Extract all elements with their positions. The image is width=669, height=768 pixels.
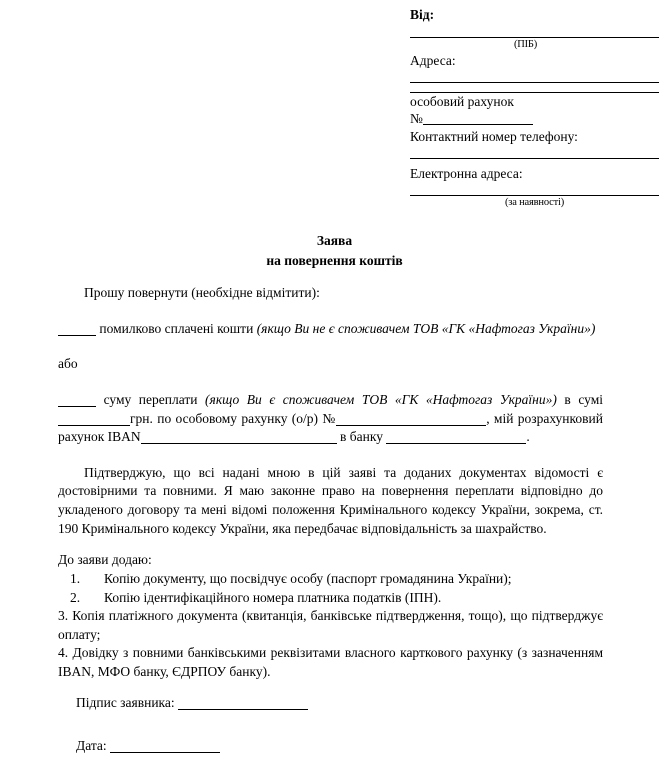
address-rule-1[interactable] bbox=[410, 82, 659, 83]
body-spacer-5 bbox=[58, 538, 603, 551]
list-item-label: Довідку з повними банківськими реквізитами власного карткового рахунку (з зазначенням IBAN, МФО банку, ЄДРПОУ банку). bbox=[58, 645, 603, 679]
confirmation-paragraph: Підтверджую, що всі надані мною в цій заяві та доданих документах відомості є достовірними та повними. Я маю законне право на повернення переплати відповідно до укладеного договору та мені відомі положення Кримінального кодексу України, зокрема, ст. 190 Кримінального кодексу України, яка передбачає відповідальність за шахрайство. bbox=[58, 464, 603, 536]
email-rule[interactable] bbox=[410, 195, 659, 196]
date-fill[interactable] bbox=[110, 741, 220, 753]
body-spacer-4 bbox=[58, 447, 603, 464]
email-label: Електронна адреса: bbox=[410, 165, 523, 181]
signature-row bbox=[76, 694, 308, 713]
or-label: або bbox=[58, 356, 78, 372]
signature-block bbox=[76, 694, 308, 756]
attachments-list bbox=[58, 570, 603, 682]
list-item bbox=[58, 607, 603, 644]
personal-account-number-row bbox=[410, 110, 659, 127]
option-2-text: суму переплати bbox=[103, 391, 198, 407]
list-item bbox=[58, 589, 603, 608]
option-2-sum-label: в сумі bbox=[564, 391, 604, 407]
document-body bbox=[58, 284, 603, 682]
personal-account-label: особовий рахунок bbox=[410, 94, 514, 110]
signature-fill[interactable] bbox=[178, 698, 308, 710]
header-spacer bbox=[410, 23, 659, 37]
option-2-account-tail: , мій розрахунковий рахунок IBAN bbox=[58, 410, 603, 445]
account-number-fill[interactable] bbox=[423, 112, 533, 125]
option-2-bank-fill[interactable] bbox=[386, 432, 526, 444]
addressee-header-block bbox=[410, 6, 659, 210]
option-1-paragraph bbox=[58, 320, 603, 339]
from-label: Від: bbox=[410, 7, 435, 22]
date-label: Дата: bbox=[76, 737, 107, 753]
full-name-rule[interactable] bbox=[410, 37, 659, 38]
option-2-account-fill[interactable] bbox=[336, 414, 486, 426]
body-spacer-1 bbox=[58, 303, 603, 320]
full-name-caption: (ПІБ) bbox=[513, 39, 538, 51]
email-caption: (за наявності) bbox=[505, 197, 564, 209]
option-2-period: . bbox=[526, 429, 530, 445]
signature-spacer bbox=[76, 713, 308, 737]
body-spacer-2 bbox=[58, 338, 603, 355]
list-item-label: Копію ідентифікаційного номера платника податків (ІПН). bbox=[104, 589, 442, 605]
option-2-amount-fill[interactable] bbox=[58, 414, 130, 426]
option-1-text: помилково сплачені кошти bbox=[99, 320, 254, 336]
list-item-number: 1. bbox=[70, 570, 81, 586]
title-line-2: на повернення коштів bbox=[266, 252, 403, 268]
option-2-iban-fill[interactable] bbox=[141, 432, 337, 444]
list-item-number: 2. bbox=[70, 589, 81, 605]
option-2-currency-label: грн. по особовому рахунку (о/р) № bbox=[130, 410, 337, 426]
body-spacer-3 bbox=[58, 374, 603, 391]
title-line-1: Заява bbox=[316, 233, 353, 248]
option-2-note: (якщо Ви є споживачем ТОВ «ГК «Нафтогаз України») bbox=[205, 391, 557, 407]
option-1-note: (якщо Ви не є споживачем ТОВ «ГК «Нафтогаз України») bbox=[256, 320, 596, 336]
list-item-number: 4. bbox=[58, 645, 69, 661]
address-label: Адреса: bbox=[410, 52, 456, 68]
contact-phone-label: Контактний номер телефону: bbox=[410, 128, 578, 144]
request-intro: Прошу повернути (необхідне відмітити): bbox=[84, 285, 320, 300]
option-1-checkbox-fill[interactable] bbox=[58, 324, 96, 336]
list-item bbox=[58, 644, 603, 681]
date-row bbox=[76, 737, 308, 756]
option-2-bank-label: в банку bbox=[340, 429, 383, 445]
option-2-paragraph bbox=[58, 391, 603, 447]
account-number-prefix: № bbox=[410, 111, 423, 127]
signature-label: Підпис заявника: bbox=[76, 695, 175, 710]
list-item bbox=[58, 570, 603, 589]
attachments-intro: До заяви додаю: bbox=[58, 552, 152, 568]
option-2-checkbox-fill[interactable] bbox=[58, 395, 96, 407]
list-item-label: Копія платіжного документа (квитанція, банківське підтвердження, тощо), що підтверджує оплату; bbox=[58, 608, 603, 642]
list-item-label: Копію документу, що посвідчує особу (паспорт громадянина України); bbox=[104, 570, 512, 586]
list-item-number: 3. bbox=[58, 608, 69, 624]
page-title bbox=[0, 231, 669, 270]
